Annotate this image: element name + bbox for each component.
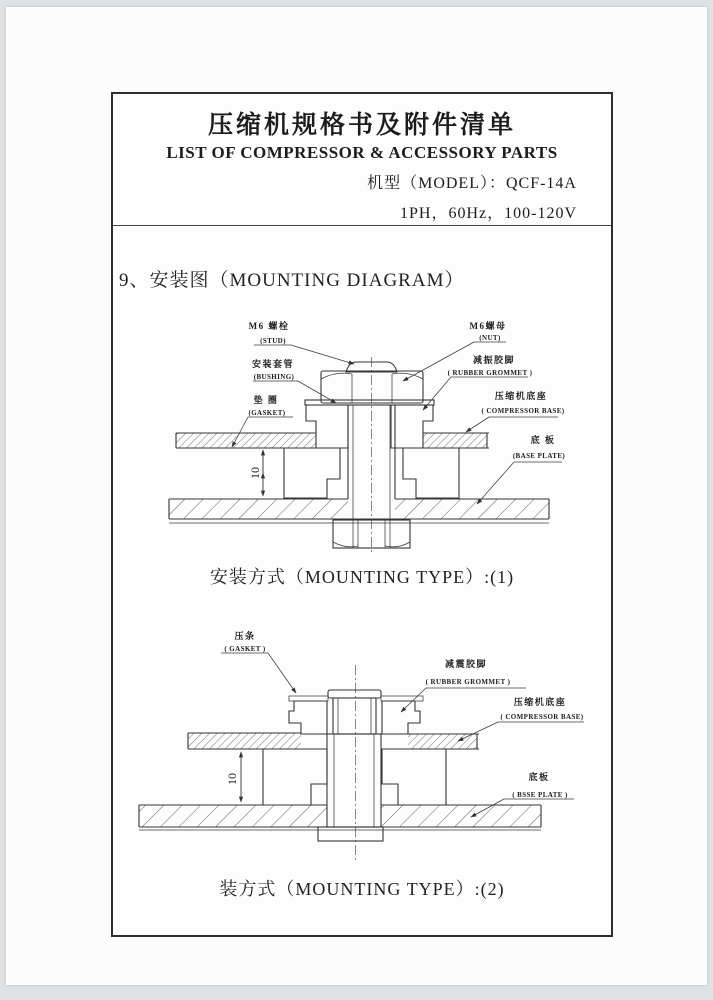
label-base-cn: 压缩机底座 bbox=[513, 697, 567, 707]
label-plate-en: (BASE PLATE) bbox=[512, 452, 566, 460]
base-plate bbox=[169, 499, 549, 523]
label-grommet-cn: 减震胶脚 bbox=[444, 659, 488, 669]
label-gasket-en: (GASKET) bbox=[248, 409, 286, 417]
rubber-grommet-upper bbox=[289, 701, 420, 734]
label-nut-en: (NUT) bbox=[479, 334, 501, 342]
rubber-grommet-lower bbox=[263, 749, 446, 805]
label-gasket-cn: 垫 圈 bbox=[253, 395, 279, 405]
section-heading: 9、安装图（MOUNTING DIAGRAM） bbox=[119, 270, 465, 291]
paper-sheet bbox=[6, 7, 707, 985]
header-divider bbox=[113, 225, 611, 226]
label-plate-cn: 底 板 bbox=[530, 435, 556, 445]
label-base-cn: 压缩机底座 bbox=[494, 391, 548, 401]
rubber-grommet-upper bbox=[306, 405, 433, 448]
stud-and-nut bbox=[321, 362, 423, 403]
mounting-diagram-2 bbox=[131, 617, 601, 869]
page-title-english: LIST OF COMPRESSOR & ACCESSORY PARTS bbox=[166, 143, 558, 162]
dimension-value: 10 bbox=[225, 773, 239, 785]
dimension-10 bbox=[248, 450, 263, 496]
dimension-value: 10 bbox=[248, 467, 262, 479]
diagram2-caption: 装方式（MOUNTING TYPE）:(2) bbox=[219, 879, 505, 899]
label-grommet-en: ( RUBBER GROMMET ) bbox=[447, 369, 533, 377]
power-spec-line: 1PH，60Hz，100-120V bbox=[400, 205, 577, 222]
base-plate bbox=[139, 805, 541, 830]
label-bushing-cn: 安装套管 bbox=[251, 359, 295, 369]
model-line: 机型（MODEL）：QCF-14A bbox=[367, 175, 577, 192]
label-gasket-en: ( GASKET ) bbox=[224, 645, 266, 653]
label-grommet-en: ( RUBBER GROMMET ) bbox=[425, 678, 511, 686]
label-grommet-cn: 减振胶脚 bbox=[472, 355, 516, 365]
label-nut-cn: M6螺母 bbox=[469, 321, 507, 331]
label-stud-cn: M6 螺栓 bbox=[248, 321, 290, 331]
dimension-10 bbox=[225, 752, 241, 802]
mounting-post bbox=[318, 690, 383, 841]
label-base-en: ( COMPRESSOR BASE) bbox=[500, 713, 584, 721]
page-title-chinese: 压缩机规格书及附件清单 bbox=[207, 112, 516, 139]
label-stud-en: (STUD) bbox=[260, 337, 286, 345]
compressor-base-plate bbox=[188, 733, 479, 749]
part-labels bbox=[224, 630, 583, 799]
label-gasket-cn: 压条 bbox=[234, 631, 256, 641]
compressor-base-plate bbox=[176, 433, 489, 448]
label-plate-cn: 底板 bbox=[528, 772, 550, 782]
label-bushing-en: (BUSHING) bbox=[253, 373, 295, 381]
label-plate-en: ( BSSE PLATE ) bbox=[512, 791, 568, 799]
mounting-diagram-1 bbox=[156, 307, 596, 569]
diagram1-caption: 安装方式（MOUNTING TYPE）:(1) bbox=[209, 567, 515, 587]
label-base-en: ( COMPRESSOR BASE) bbox=[481, 407, 565, 415]
